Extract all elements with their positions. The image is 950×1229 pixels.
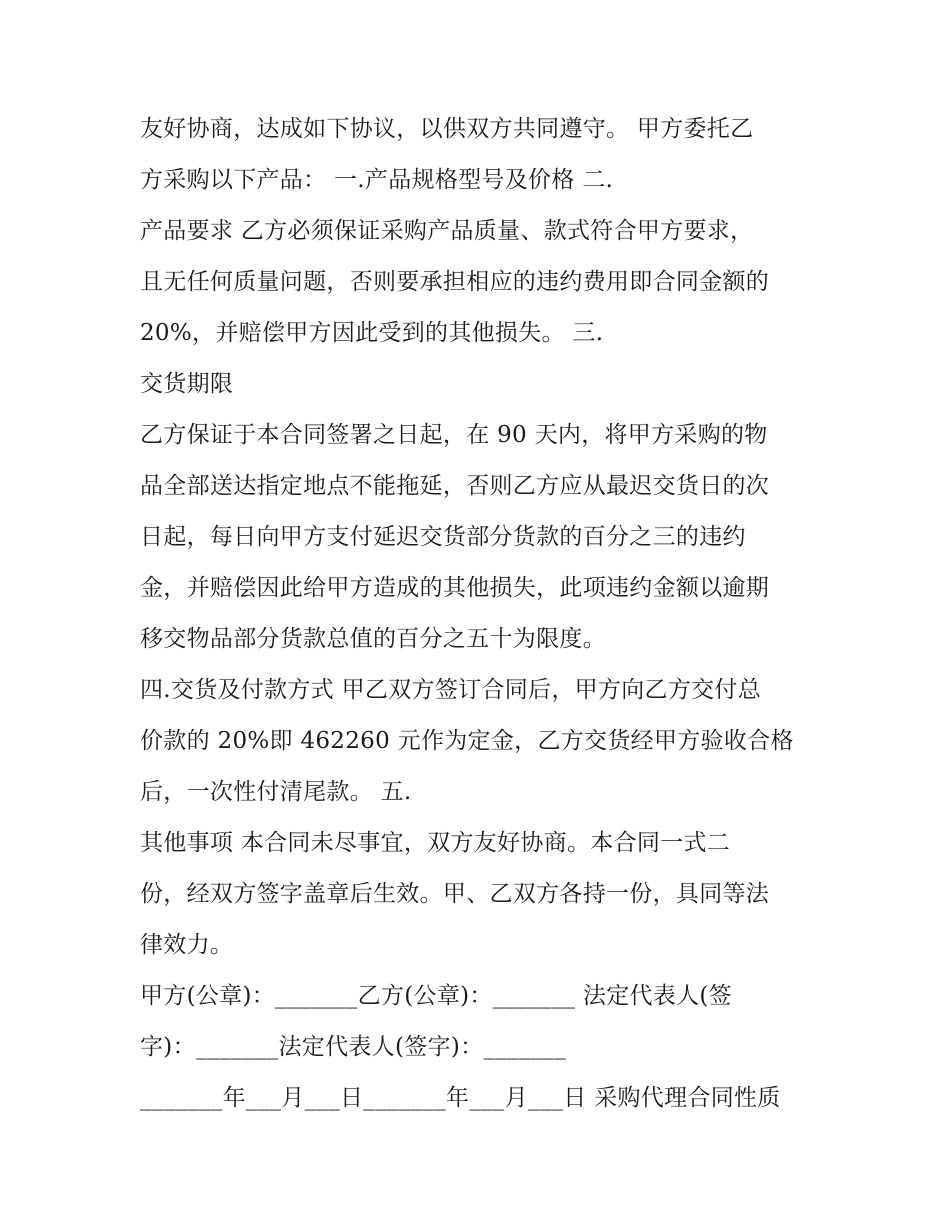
text-line: 日起，每日向甲方支付延迟交货部分货款的百分之三的违约	[140, 524, 746, 550]
text-line: 方采购以下产品： 一.产品规格型号及价格 二.	[140, 167, 614, 193]
text-line: 20%，并赔偿甲方因此受到的其他损失。 三.	[140, 320, 604, 346]
text-line: 品全部送达指定地点不能拖延，否则乙方应从最迟交货日的次	[140, 473, 770, 499]
signature-line: 字)：_______法定代表人(签字)：_______	[140, 1034, 567, 1060]
date-line: _______年___月___日_______年___月___日 采购代理合同性质	[140, 1085, 781, 1111]
text-line: 价款的 20%即 462260 元作为定金，乙方交货经甲方验收合格	[140, 728, 794, 754]
text-line: 份，经双方签字盖章后生效。甲、乙双方各持一份，具同等法	[140, 881, 770, 907]
document-body	[140, 104, 830, 1124]
text-line: 产品要求 乙方必须保证采购产品质量、款式符合甲方要求，	[140, 218, 754, 244]
signature-line: 甲方(公章)：_______乙方(公章)：_______ 法定代表人(签	[140, 983, 732, 1009]
text-line: 律效力。	[140, 932, 234, 958]
section-heading: 交货期限	[140, 371, 234, 397]
text-line: 金，并赔偿因此给甲方造成的其他损失，此项违约金额以逾期	[140, 575, 770, 601]
text-line: 后，一次性付清尾款。 五.	[140, 779, 412, 805]
text-line: 移交物品部分货款总值的百分之五十为限度。	[140, 626, 606, 652]
text-line: 四.交货及付款方式 甲乙双方签订合同后，甲方向乙方交付总	[140, 677, 762, 703]
text-line: 乙方保证于本合同签署之日起，在 90 天内，将甲方采购的物	[140, 422, 768, 448]
text-line: 且无任何质量问题，否则要承担相应的违约费用即合同金额的	[140, 269, 770, 295]
text-line: 其他事项 本合同未尽事宜，双方友好协商。本合同一式二	[140, 830, 731, 856]
text-line: 友好协商，达成如下协议，以供双方共同遵守。 甲方委托乙	[140, 116, 754, 142]
